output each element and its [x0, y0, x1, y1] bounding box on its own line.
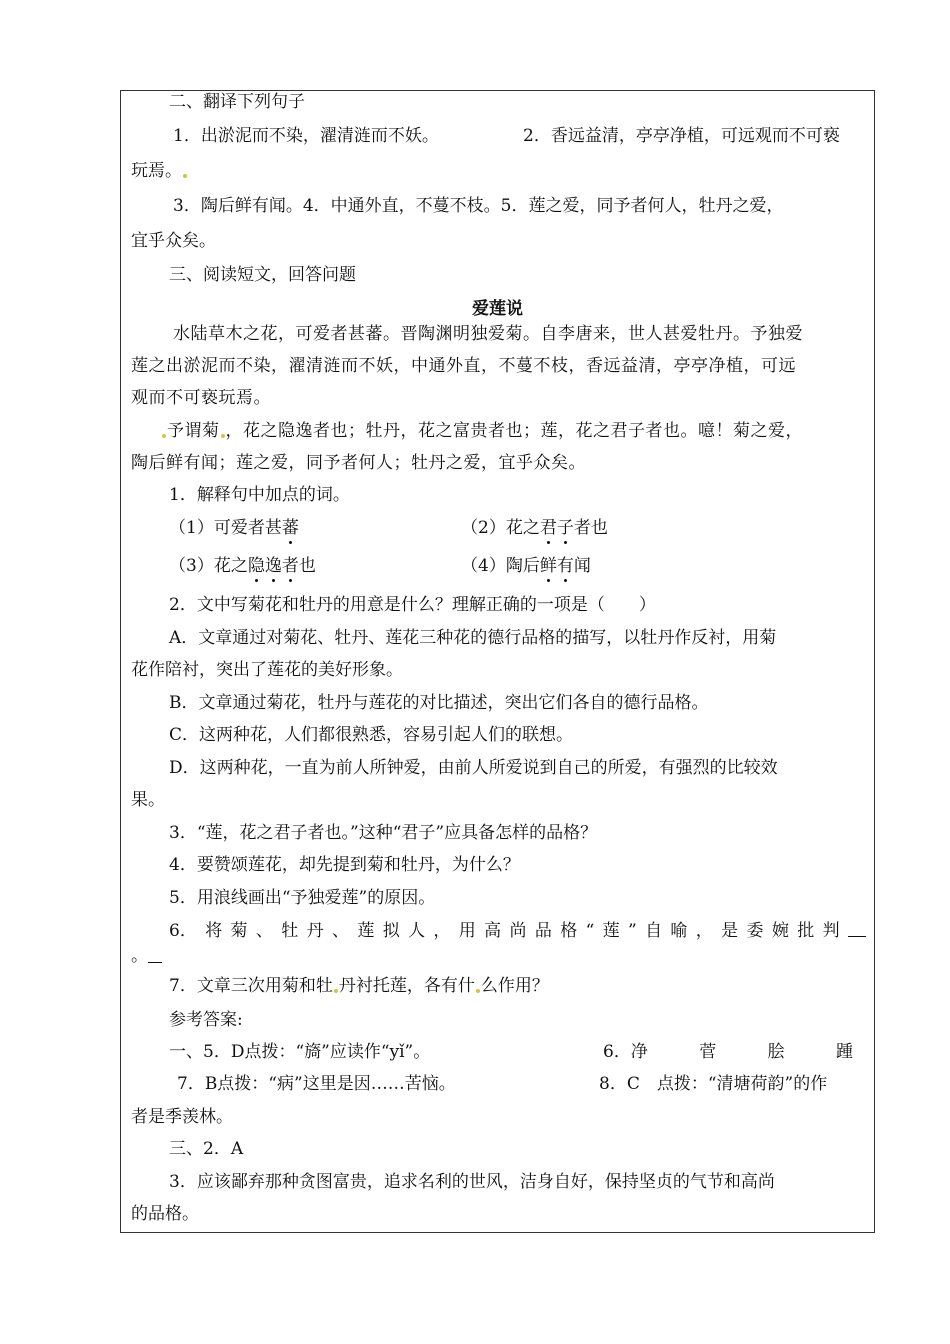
essay-p2-part1: 予谓菊 — [167, 421, 220, 441]
question-1-item-4 — [461, 555, 591, 577]
essay-p2-part2: ，花之隐逸者也；牡丹，花之富贵者也；莲，花之君子者也。噫！菊之爱， — [225, 421, 803, 441]
question-1-item-3 — [169, 555, 316, 577]
answer-5: 3．应该鄙弃那种贪图富贵，追求名利的世风，洁身自好，保持坚贞的气节和高尚 — [169, 1172, 775, 1192]
q1-item4-text: （4）陶后 — [461, 556, 540, 576]
dotted-word: 蕃 — [281, 518, 299, 538]
q6-char: “ — [585, 921, 595, 941]
q6-char: 用 — [458, 921, 476, 941]
question-5: 5．用浪线画出“予独爱莲”的原因。 — [169, 888, 436, 908]
q1-item1-text: （1）可爱者甚 — [169, 518, 282, 538]
question-2-option-c: C．这两种花，人们都很熟悉，容易引起人们的联想。 — [169, 725, 574, 745]
answer-3: 8．C 点拨：“清塘荷韵”的作 — [599, 1074, 828, 1094]
answer-word: 6．净 — [603, 1042, 648, 1062]
answer-1: 一、5．D点拨：“旖”应读作“yǐ”。 — [169, 1042, 431, 1062]
q6-char: 喻 — [670, 921, 688, 941]
q6-char: ” — [628, 921, 637, 941]
q6-char: 判 — [822, 921, 840, 941]
translate-line-1c-text: 玩焉。 — [131, 161, 182, 181]
q1-item3-text: （3）花之 — [169, 556, 248, 576]
answers-heading: 参考答案: — [169, 1010, 243, 1030]
dotted-word: 子 — [556, 518, 574, 538]
q7-part2: 丹衬托莲，各有什 — [338, 976, 475, 996]
q6-char: 批 — [797, 921, 815, 941]
q6-char: 高 — [484, 921, 502, 941]
q6-char: 莲 — [357, 921, 375, 941]
answer-word: 脍 — [767, 1042, 785, 1062]
q6-char: 将 — [205, 921, 223, 941]
essay-p2-line1 — [161, 420, 803, 442]
translate-line-1a: 1．出淤泥而不染，濯清涟而不妖。 — [173, 126, 439, 146]
answer-1-words — [603, 1041, 853, 1063]
q6-char: 自 — [645, 921, 663, 941]
highlight-mark — [334, 989, 338, 993]
question-6 — [169, 920, 866, 942]
question-6-end — [131, 945, 162, 967]
q6-char: 、 — [255, 921, 273, 941]
q6-char: 格 — [560, 921, 578, 941]
question-1-item-1 — [169, 517, 299, 539]
dotted-word: 者 — [281, 556, 299, 576]
q6-char: 品 — [534, 921, 552, 941]
essay-p1-line1: 水陆草木之花，可爱者甚蕃。晋陶渊明独爱菊。自李唐来，世人甚爱牡丹。予独爱 — [173, 324, 803, 344]
dotted-word: 君 — [539, 518, 557, 538]
q6-char: 牡 — [281, 921, 299, 941]
dotted-word: 隐 — [247, 556, 265, 576]
question-1-item-2 — [461, 517, 608, 539]
translate-line-2a: 3．陶后鲜有闻。4．中通外直，不蔓不枝。5．莲之爱，同予者何人，牡丹之爱， — [173, 196, 784, 216]
section-heading-translate: 二、翻译下列句子 — [169, 92, 305, 112]
q1-item2-text: （2）花之 — [461, 518, 540, 538]
highlight-mark — [476, 989, 480, 993]
q6-char: 婉 — [771, 921, 789, 941]
dotted-word: 有 — [556, 556, 574, 576]
q1-item2-tail: 者也 — [573, 518, 608, 538]
q6-char: 是 — [721, 921, 739, 941]
answer-blank — [848, 920, 866, 937]
essay-p1-line2: 莲之出淤泥而不染，濯清涟而不妖，中通外直，不蔓不枝，香远益清，亭亭净植，可远 — [131, 356, 796, 376]
question-2-option-d-line2: 果。 — [131, 790, 165, 810]
q6-char: ， — [695, 921, 713, 941]
highlight-mark — [221, 434, 225, 438]
answer-4: 三、2．A — [169, 1139, 244, 1159]
answer-word: 踵 — [836, 1042, 853, 1062]
essay-title: 爱莲说 — [472, 299, 523, 319]
q6-char: 丹 — [306, 921, 324, 941]
q6-char: 菊 — [230, 921, 248, 941]
essay-p1-line3: 观而不可亵玩焉。 — [131, 388, 271, 408]
q6-end-text: 。 — [131, 946, 148, 966]
q7-part1: 7．文章三次用菊和牡 — [169, 976, 333, 996]
answer-blank — [148, 946, 162, 963]
q6-char: 6． — [169, 921, 197, 941]
q7-part3: 么作用？ — [480, 976, 549, 996]
q6-char: ， — [433, 921, 451, 941]
answer-3-continued: 者是季羡林。 — [131, 1107, 233, 1127]
question-7 — [169, 975, 549, 997]
translate-line-2b: 宜乎众矣。 — [131, 231, 216, 251]
q6-char: 尚 — [509, 921, 527, 941]
question-2-option-a-line1: A．文章通过对菊花、牡丹、莲花三种花的德行品格的描写，以牡丹作反衬，用菊 — [169, 628, 777, 648]
question-2-option-d-line1: D．这两种花，一直为前人所钟爱，由前人所爱说到自己的所爱，有强烈的比较效 — [169, 758, 778, 778]
question-3: 3．“莲，花之君子者也。”这种“君子”应具备怎样的品格？ — [169, 823, 598, 843]
q1-item4-tail: 闻 — [573, 556, 591, 576]
section-heading-reading: 三、阅读短文，回答问题 — [169, 265, 356, 285]
question-2-stem: 2．文中写菊花和牡丹的用意是什么？理解正确的一项是（ ） — [169, 595, 656, 615]
q6-char: 、 — [331, 921, 349, 941]
answer-word: 菅 — [699, 1042, 717, 1062]
question-2-option-b: B．文章通过菊花，牡丹与莲花的对比描述，突出它们各自的德行品格。 — [169, 693, 709, 713]
question-2-option-a-line2: 花作陪衬，突出了莲花的美好形象。 — [131, 660, 403, 680]
q6-char: 人 — [408, 921, 426, 941]
question-4: 4．要赞颂莲花，却先提到菊和牡丹，为什么？ — [169, 855, 520, 875]
dotted-word: 逸 — [264, 556, 282, 576]
question-1-stem: 1．解释句中加点的词。 — [169, 485, 350, 505]
dotted-word: 鲜 — [539, 556, 557, 576]
q1-item3-tail: 也 — [298, 556, 316, 576]
answer-2: 7．B点拨：“病”这里是因……苦恼。 — [177, 1074, 456, 1094]
q6-char: 拟 — [382, 921, 400, 941]
q6-char: 委 — [746, 921, 764, 941]
translate-line-1b: 2．香远益清，亭亭净植，可远观而不可亵 — [523, 126, 840, 146]
q6-char: 莲 — [602, 921, 620, 941]
translate-line-1c — [131, 160, 188, 182]
highlight-mark — [162, 434, 166, 438]
document-frame — [120, 90, 875, 1233]
highlight-mark — [183, 174, 187, 178]
essay-p2-line2: 陶后鲜有闻；莲之爱，同予者何人；牡丹之爱，宜乎众矣。 — [131, 453, 586, 473]
answer-5-continued: 的品格。 — [131, 1204, 199, 1224]
